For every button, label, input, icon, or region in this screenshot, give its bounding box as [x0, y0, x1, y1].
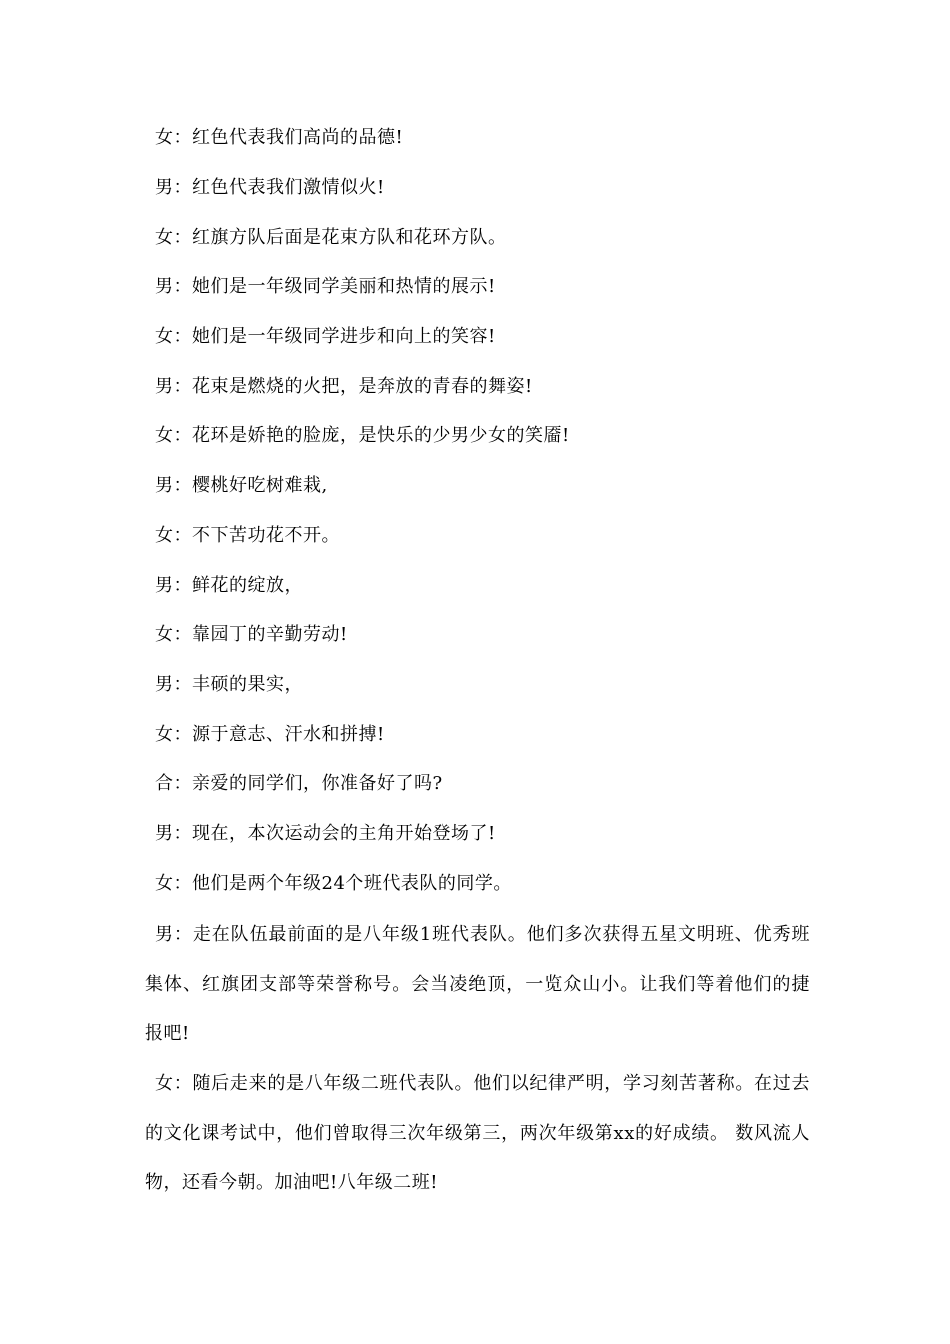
- dialogue-line: 女：花环是娇艳的脸庞，是快乐的少男少女的笑靥!: [155, 425, 570, 446]
- dialogue-line: 男：现在，本次运动会的主角开始登场了!: [155, 823, 496, 844]
- dialogue-line: 男：樱桃好吃树难栽,: [155, 475, 328, 496]
- dialogue-line: 女：不下苦功花不开。: [155, 525, 340, 546]
- dialogue-paragraph: 女：随后走来的是八年级二班代表队。他们以纪律严明，学习刻苦著称。在过去的文化课考试中，他们曾取得三次年级第三，两次年级第xx的好成绩。 数风流人物，还看今朝。加油吧!八年级二班!: [145, 1073, 810, 1193]
- dialogue-line: 女：源于意志、汗水和拼搏!: [155, 724, 385, 745]
- dialogue-line: 男：她们是一年级同学美丽和热情的展示!: [155, 276, 496, 297]
- dialogue-line: 男：鲜花的绽放，: [155, 575, 303, 596]
- dialogue-line: 女：红旗方队后面是花束方队和花环方队。: [155, 227, 507, 248]
- dialogue-line: 女：红色代表我们高尚的品德!: [155, 127, 404, 148]
- dialogue-line: 男：丰硕的果实，: [155, 674, 303, 695]
- dialogue-line: 男：花束是燃烧的火把，是奔放的青春的舞姿!: [155, 376, 533, 397]
- dialogue-line: 合：亲爱的同学们，你准备好了吗?: [155, 773, 443, 794]
- dialogue-paragraph: 男：走在队伍最前面的是八年级1班代表队。他们多次获得五星文明班、优秀班集体、红旗团支部等荣誉称号。会当凌绝顶，一览众山小。让我们等着他们的捷报吧!: [145, 924, 810, 1044]
- dialogue-line: 男：红色代表我们激情似火!: [155, 177, 385, 198]
- dialogue-line: 女：她们是一年级同学进步和向上的笑容!: [155, 326, 496, 347]
- dialogue-line: 女：他们是两个年级24个班代表队的同学。: [155, 873, 512, 894]
- dialogue-line: 女：靠园丁的辛勤劳动!: [155, 624, 348, 645]
